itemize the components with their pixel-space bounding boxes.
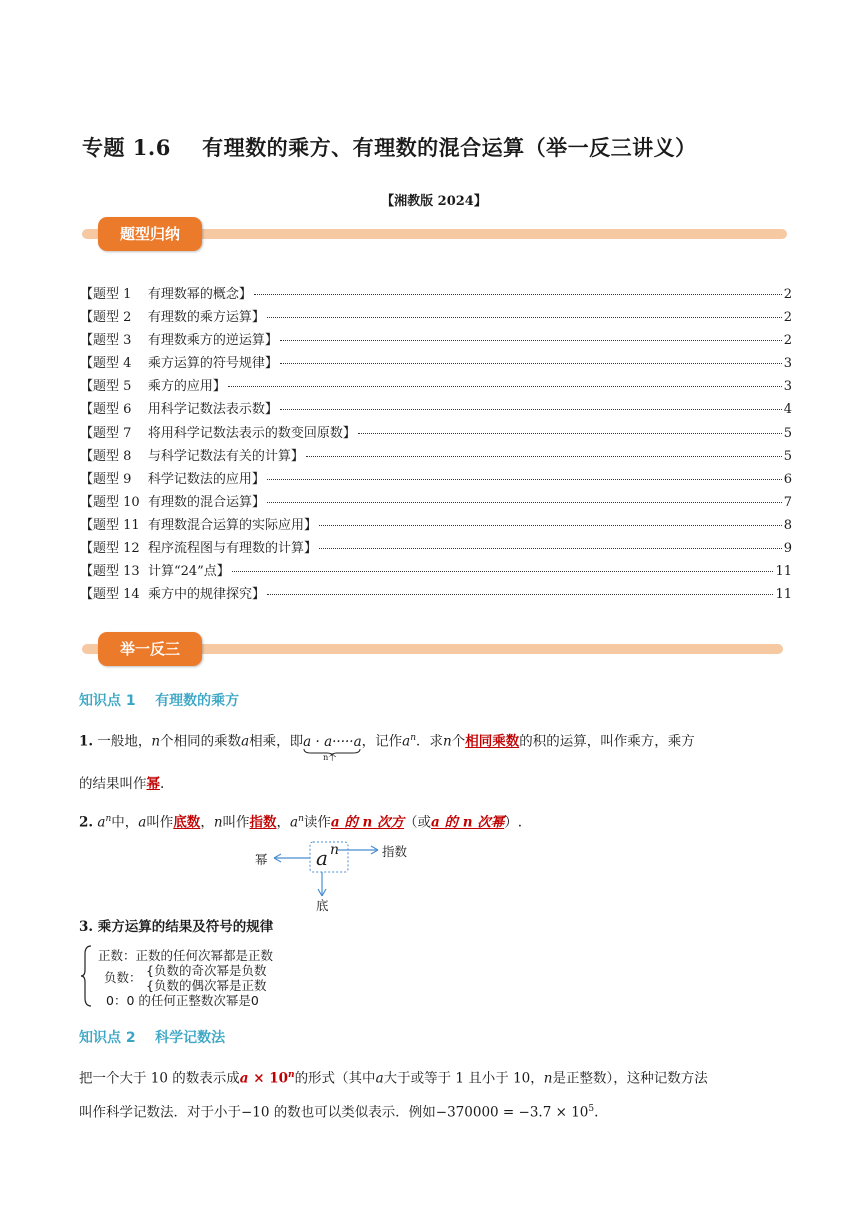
toc-item-label: 【题型 12 程序流程图与有理数的计算】 [80, 541, 317, 557]
var-n: n [213, 814, 223, 831]
toc-leader-dots [267, 479, 782, 480]
toc-item[interactable] [80, 560, 792, 583]
toc-leader-dots [228, 386, 782, 387]
text: 读作 [303, 814, 331, 831]
toc-item-page: 5 [783, 448, 792, 464]
keyword-a-power-n: a 的 n 次幂 [431, 814, 505, 831]
toc-item-label: 【题型 1 有理数幂的概念】 [80, 287, 252, 302]
exponent-n: n [410, 733, 416, 743]
item-number: 1. [79, 733, 94, 750]
toc-item-page: 6 [783, 471, 792, 487]
rule-negative-odd: {负数的奇次幂是负数 [146, 963, 267, 978]
toc-item[interactable] [80, 445, 792, 468]
toc-item-page: 3 [783, 379, 792, 395]
sign-rules [80, 944, 340, 1008]
toc-item[interactable] [80, 375, 792, 398]
toc-item[interactable] [80, 491, 792, 514]
brace-label: n个 [323, 752, 337, 762]
keyword-same-factor: 相同乘数 [465, 733, 520, 750]
toc-item-label: 【题型 3 有理数乘方的逆运算】 [80, 333, 278, 349]
toc-item-page: 11 [775, 564, 792, 580]
rule-negative-label: 负数： [104, 970, 142, 985]
toc-item[interactable] [80, 398, 792, 421]
text: ， [276, 814, 291, 831]
diagram-exponent-label: 指数 [382, 844, 408, 859]
text: 的积的运算，叫作乘方，乘方 [519, 733, 695, 750]
toc-item-page: 2 [783, 287, 792, 302]
toc-leader-dots [280, 409, 782, 410]
toc-item[interactable] [80, 537, 792, 560]
toc-item-label: 【题型 8 与科学记数法有关的计算】 [80, 448, 304, 464]
var-n: n [443, 733, 452, 750]
text: 中， [111, 814, 139, 831]
keyword-power: 幂 [146, 776, 160, 792]
text: ， [200, 814, 214, 831]
power-diagram [250, 838, 420, 916]
toc-leader-dots [306, 456, 782, 457]
toc-leader-dots [267, 594, 774, 595]
diagram-base-label: 底 [316, 898, 329, 913]
text: 相乘，即 [249, 733, 304, 750]
toc-item-label: 【题型 10 有理数的混合运算】 [80, 494, 265, 510]
toc-item-label: 【题型 2 有理数的乘方运算】 [80, 310, 265, 326]
toc-item[interactable] [80, 583, 792, 606]
toc-item-page: 5 [783, 425, 792, 441]
item-number: 2. [79, 814, 94, 831]
keyword-exponent: 指数 [249, 814, 277, 831]
toc-item-label: 【题型 5 乘方的应用】 [80, 379, 226, 395]
formula-exponent: n [288, 1070, 295, 1080]
toc-leader-dots [319, 525, 782, 526]
toc-item-label: 【题型 13 计算“24”点】 [80, 564, 230, 580]
toc-item-page: 4 [783, 402, 792, 418]
toc-item-label: 【题型 7 将用科学记数法表示的数变回原数】 [80, 425, 356, 441]
text: 叫作 [222, 814, 250, 831]
var-a: a [290, 814, 299, 831]
diagram-exponent: n [330, 842, 340, 858]
paragraph-1-cont [79, 773, 785, 795]
var-a: a [241, 733, 250, 750]
toc-leader-dots [267, 502, 782, 503]
example-exponent: 5 [588, 1104, 595, 1114]
diagram-power-label: 幂 [255, 852, 268, 867]
text: 大于或等于 1 且小于 10， [383, 1070, 544, 1087]
text: 一般地， [97, 733, 152, 750]
paragraph-2 [79, 808, 785, 834]
text: . [594, 1104, 599, 1121]
paragraph-1 [79, 727, 785, 762]
text: （或 [404, 814, 432, 831]
rule-positive: 正数：正数的任何次幂都是正数 [98, 948, 274, 963]
toc-leader-dots [254, 294, 782, 295]
underbrace-product [303, 731, 362, 762]
text: 的形式（其中 [294, 1070, 376, 1087]
toc-item-label: 【题型 6 用科学记数法表示数】 [80, 402, 278, 418]
exponent-n: n [298, 814, 304, 824]
var-a: a [97, 814, 106, 831]
toc-item[interactable] [80, 514, 792, 537]
toc-item-label: 【题型 11 有理数混合运算的实际应用】 [80, 517, 317, 533]
toc-item[interactable] [80, 352, 792, 375]
text: 个相同的乘数 [160, 733, 242, 750]
toc-item-label: 【题型 9 科学记数法的应用】 [80, 471, 265, 487]
keyword-a-to-n: a 的 n 次方 [330, 814, 405, 831]
var-a: a [138, 814, 147, 831]
formula-times-ten: × 10 [248, 1070, 289, 1087]
toc-item[interactable] [80, 329, 792, 352]
text: ，记作 [361, 733, 403, 750]
document-title: 专题 1.6 有理数的乘方、有理数的混合运算（举一反三讲义） [82, 135, 697, 160]
rule-negative-even: {负数的偶次幂是正数 [146, 978, 267, 993]
toc-item-page: 9 [783, 541, 792, 557]
toc-item[interactable] [80, 422, 792, 445]
toc-leader-dots [319, 548, 782, 549]
toc-leader-dots [232, 571, 774, 572]
formula-a: a [239, 1070, 249, 1087]
paragraph-sci-1 [79, 1064, 785, 1090]
left-brace-icon [80, 944, 94, 1008]
toc-item-page: 3 [783, 356, 792, 372]
var-a: a [402, 733, 411, 750]
var-a: a [375, 1070, 384, 1087]
toc-banner [82, 217, 787, 251]
knowledge-point-1-heading: 知识点 1 有理数的乘方 [79, 693, 240, 709]
text: 是正整数），这种记数方法 [552, 1070, 708, 1087]
toc-item[interactable] [80, 306, 792, 329]
keyword-base: 底数 [173, 814, 201, 831]
banner-label: 举一反三 [98, 632, 202, 666]
var-n: n [151, 733, 161, 750]
toc-item-page: 2 [783, 333, 792, 349]
knowledge-point-2-heading: 知识点 2 科学记数法 [79, 1030, 226, 1046]
text: . [160, 776, 165, 792]
text: 把一个大于 10 的数表示成 [79, 1070, 240, 1087]
edition-label: 【湘教版 2024】 [381, 194, 487, 209]
paragraph-sci-2 [79, 1098, 785, 1124]
text: ）. [504, 814, 523, 831]
text: 个 [451, 733, 466, 750]
rule-zero: 0：0 的任何正整数次幂是0 [106, 993, 259, 1008]
text: 叫作科学记数法．对于小于−10 的数也可以类似表示．例如−370000 = −3.7 × 10 [79, 1104, 589, 1121]
paragraph-3-heading: 3. 乘方运算的结果及符号的规律 [79, 919, 274, 935]
var-n: n [543, 1070, 553, 1087]
toc-leader-dots [280, 363, 782, 364]
toc-item-label: 【题型 4 乘方运算的符号规律】 [80, 356, 278, 372]
toc-item[interactable] [80, 283, 792, 306]
toc-leader-dots [280, 340, 782, 341]
text: 叫作 [146, 814, 174, 831]
toc-leader-dots [267, 317, 782, 318]
toc-item-page: 8 [783, 517, 792, 533]
toc-item-page: 11 [775, 587, 792, 603]
practice-banner [82, 632, 783, 666]
product-expression: a · a·····a [303, 733, 362, 750]
text: ．求 [416, 733, 443, 750]
table-of-contents [80, 283, 792, 606]
diagram-base: a [316, 846, 328, 870]
banner-label: 题型归纳 [98, 217, 202, 251]
toc-leader-dots [358, 433, 782, 434]
toc-item[interactable] [80, 468, 792, 491]
toc-item-label: 【题型 14 乘方中的规律探究】 [80, 587, 265, 603]
toc-item-page: 7 [783, 494, 792, 510]
text: 的结果叫作 [79, 776, 147, 792]
exponent-n: n [105, 814, 112, 824]
toc-item-page: 2 [783, 310, 792, 326]
